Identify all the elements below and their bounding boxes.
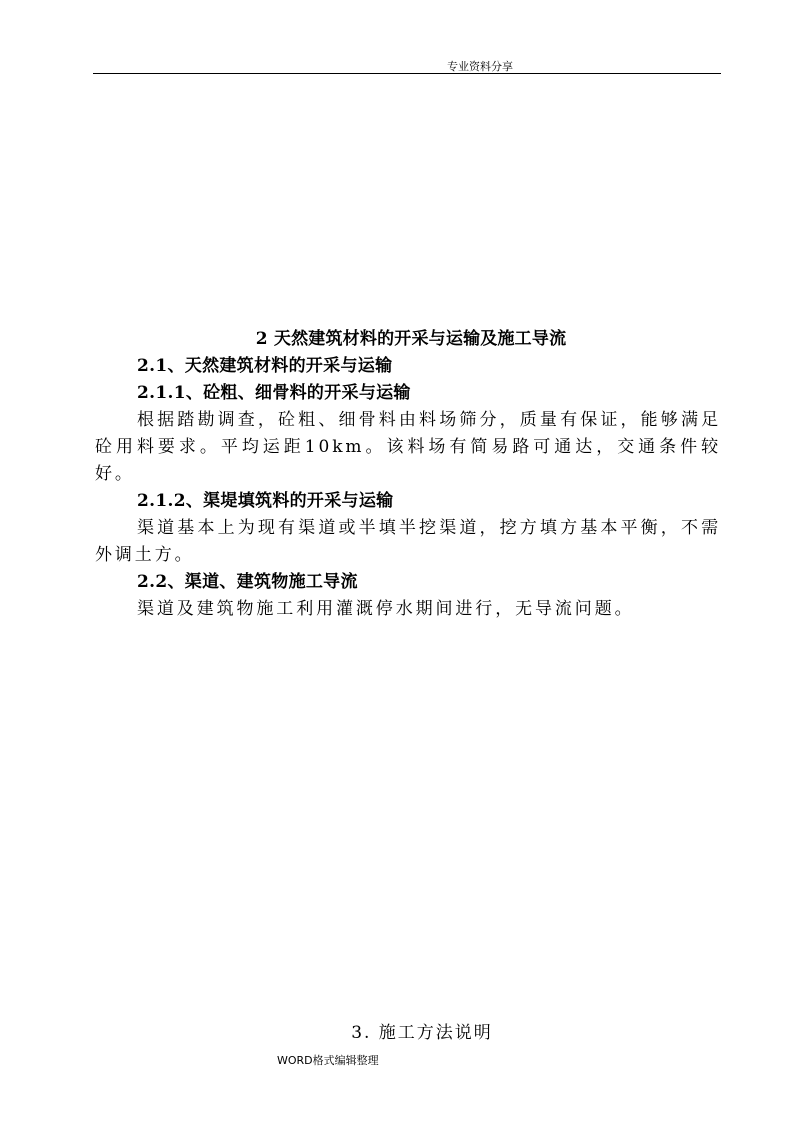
chapter-title: 2 天然建筑材料的开采与运输及施工导流 bbox=[255, 329, 567, 349]
page-footer-note: WORD格式编辑整理 bbox=[277, 1054, 379, 1067]
section-heading-2-1-2: 2.1.2、渠堤填筑料的开采与运输 bbox=[137, 491, 394, 511]
page-header-text: 专业资料分享 bbox=[447, 60, 513, 73]
section-heading-2-2: 2.2、渠道、建筑物施工导流 bbox=[137, 572, 358, 592]
paragraph-2-2: 渠道及建筑物施工利用灌溉停水期间进行，无导流问题。 bbox=[137, 599, 635, 619]
document-body bbox=[95, 326, 721, 623]
paragraph-2-1-2: 渠道基本上为现有渠道或半填半挖渠道，挖方填方基本平衡，不需外调土方。 bbox=[95, 518, 721, 565]
next-chapter-title: 3. 施工方法说明 bbox=[351, 1023, 493, 1043]
header-rule bbox=[93, 73, 721, 74]
paragraph-2-1-1: 根据踏勘调查，砼粗、细骨料由料场筛分，质量有保证，能够满足砼用料要求。平均运距10km。该料场有简易路可通达，交通条件较好。 bbox=[95, 410, 721, 484]
section-heading-2-1: 2.1、天然建筑材料的开采与运输 bbox=[137, 356, 393, 376]
section-heading-2-1-1: 2.1.1、砼粗、细骨料的开采与运输 bbox=[137, 383, 411, 403]
